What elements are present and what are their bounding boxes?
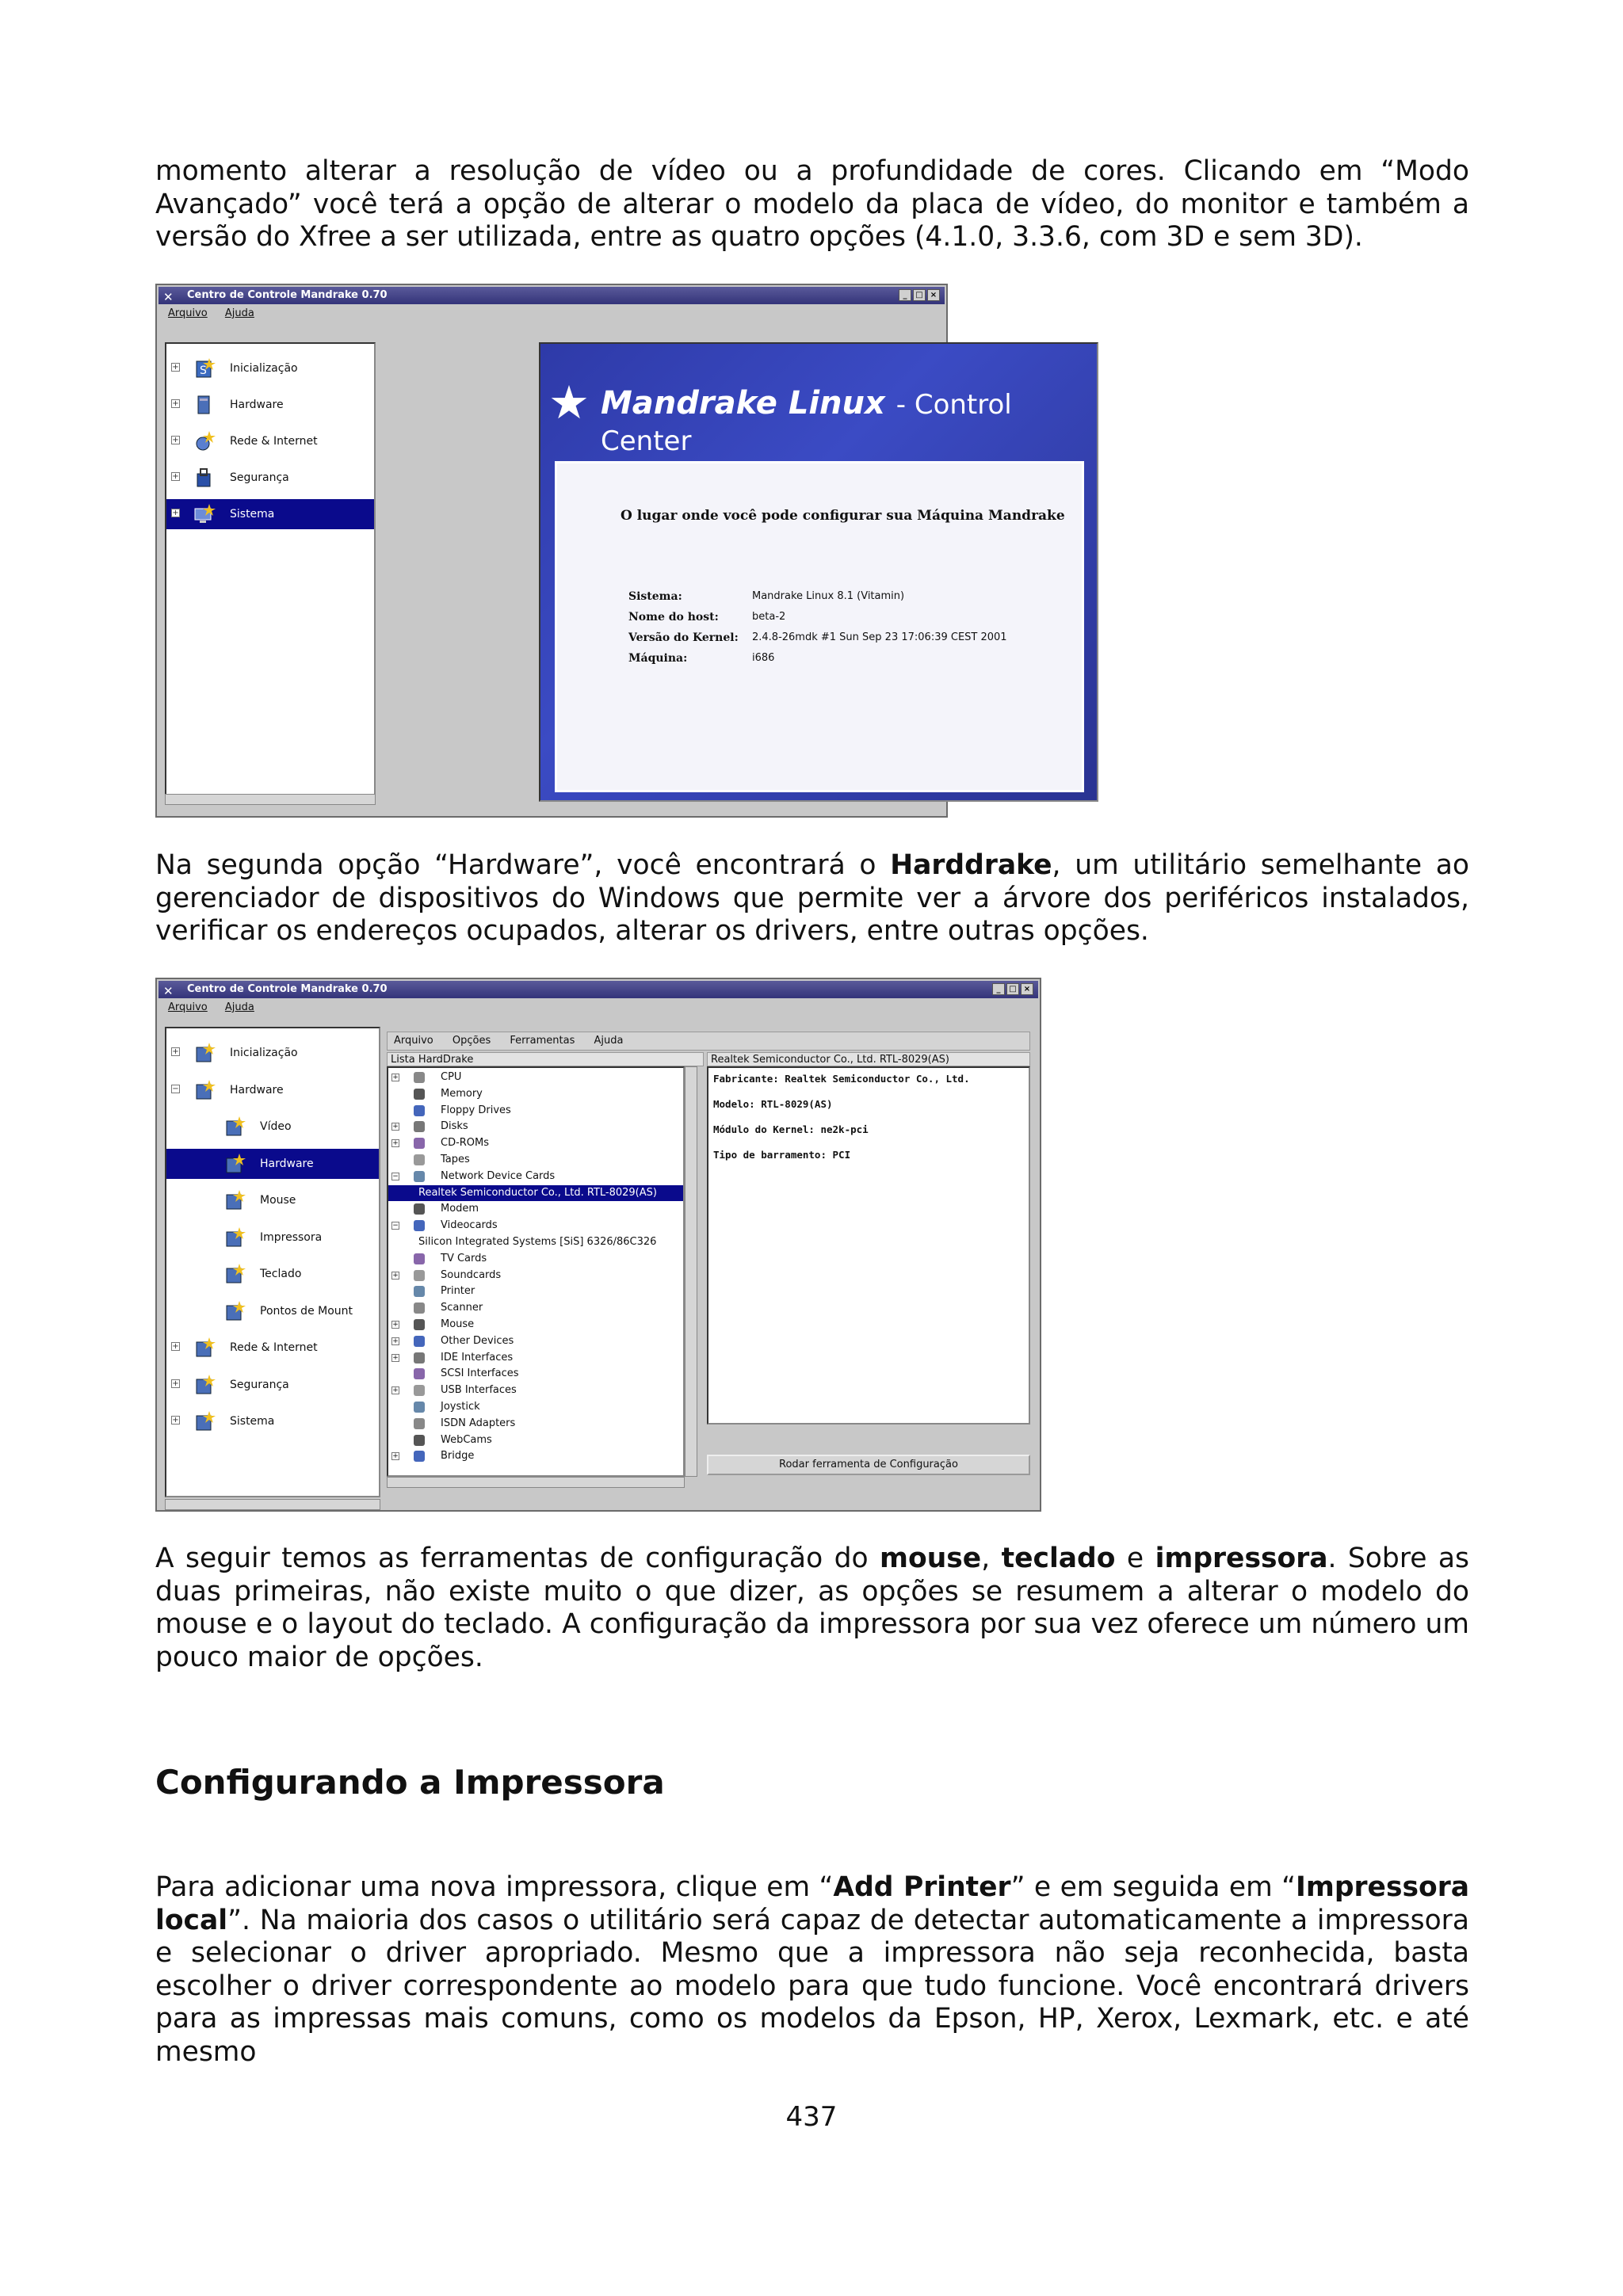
category-icon (192, 1409, 216, 1433)
tree-item-label: Rede & Internet (230, 1341, 318, 1354)
mandrake-star-icon: ★ (548, 376, 590, 429)
menu-ferramentas[interactable]: Ferramentas (510, 1035, 575, 1047)
hardware-category-row[interactable] (388, 1300, 683, 1317)
menu-ajuda[interactable]: Ajuda (594, 1035, 624, 1047)
svg-text:S: S (200, 364, 207, 377)
tree-item-sistema[interactable]: + Sistema (166, 499, 374, 529)
detail-fabricante: Fabricante: Realtek Semiconductor Co., Ltd. (713, 1073, 970, 1085)
menu-arquivo[interactable]: Arquivo (394, 1035, 433, 1047)
x-logo-icon: ✕ (163, 290, 174, 304)
hardware-category-row[interactable] (388, 1169, 683, 1185)
close-icon[interactable]: × (927, 289, 940, 301)
menu-ajuda[interactable]: Ajuda (224, 1001, 254, 1013)
device-icon (414, 1385, 425, 1396)
tree-item-label: Impressora (260, 1230, 323, 1244)
tree-item-impressora[interactable] (166, 1222, 379, 1253)
device-icon (414, 1336, 425, 1347)
window-titlebar (158, 287, 945, 304)
expand-icon[interactable]: − (172, 1084, 179, 1093)
device-icon (414, 1352, 425, 1363)
vertical-scrollbar[interactable] (685, 1066, 697, 1477)
tree-item-sistema[interactable] (166, 1406, 379, 1436)
category-icon (222, 1226, 246, 1249)
expand-icon[interactable]: + (392, 1074, 399, 1081)
category-tree (165, 1027, 380, 1497)
hardware-category-row[interactable] (388, 1350, 683, 1367)
horizontal-scrollbar[interactable] (387, 1477, 685, 1488)
device-icon (414, 1072, 425, 1083)
hardware-row-label: WebCams (441, 1433, 492, 1446)
expand-icon[interactable]: + (172, 1379, 179, 1388)
expand-icon[interactable]: + (172, 509, 179, 517)
device-icon (414, 1418, 425, 1429)
menu-arquivo[interactable]: Arquivo (168, 307, 208, 319)
category-icon (222, 1299, 246, 1323)
hardware-row-label: Disks (441, 1120, 468, 1133)
screenshot-control-center (155, 284, 1065, 818)
paragraph-4: Para adicionar uma nova impressora, clique em “Add Printer” e em seguida em “Impressora local”. Na maioria dos casos o utilitário será capaz de detectar automaticamente a impressora e selecionar o driver apropriado. Mesmo que a impressora não seja reconhecida, basta escolher o driver correspondente ao modelo para que tudo funcione. Você encontrará drivers para as impressas mais comuns, como os modelos da Epson, HP, Xerox, Lexmark, etc. e até mesmo (155, 1871, 1470, 2068)
hardware-row-label: Modem (441, 1203, 479, 1215)
device-details (707, 1066, 1030, 1425)
device-icon (414, 1319, 425, 1330)
menu-ajuda[interactable]: Ajuda (224, 307, 254, 319)
hardware-category-row[interactable] (388, 1383, 683, 1399)
hardware-row-label: IDE Interfaces (441, 1351, 514, 1363)
section-heading: Configurando a Impressora (155, 1763, 665, 1802)
expand-icon[interactable]: + (172, 472, 179, 481)
hardware-category-row[interactable] (388, 1103, 683, 1119)
boot-icon (192, 357, 216, 380)
hardware-category-row[interactable] (388, 1448, 683, 1465)
device-icon (414, 1286, 425, 1297)
hardware-row-label: Printer (441, 1285, 475, 1298)
expand-icon[interactable]: + (392, 1123, 399, 1131)
hardware-category-row[interactable] (388, 1317, 683, 1333)
hardware-category-row[interactable] (388, 1399, 683, 1416)
hardware-device-row[interactable] (388, 1185, 683, 1202)
tree-item-label: Vídeo (260, 1120, 292, 1133)
hardware-row-label: Scanner (441, 1302, 483, 1314)
window-controls (992, 983, 1033, 995)
harddrake-menu-bar (387, 1032, 1030, 1051)
horizontal-scrollbar[interactable] (165, 794, 376, 805)
menu-bar (158, 999, 1038, 1016)
tree-item-label: Hardware (230, 1083, 284, 1097)
banner-suffix: - Control Center (601, 389, 1012, 457)
expand-icon[interactable]: + (172, 1047, 179, 1056)
hardware-row-label: Mouse (441, 1318, 475, 1330)
hardware-category-row[interactable] (388, 1416, 683, 1432)
category-tree (165, 342, 376, 802)
paragraph-2: Na segunda opção “Hardware”, você encontrará o Harddrake, um utilitário semelhante ao gerenciador de dispositivos do Windows que permite ver a árvore dos periféricos instalados, verificar os endereços ocupados, alterar os drivers, entre outras opções. (155, 849, 1469, 947)
expand-icon[interactable]: + (392, 1386, 399, 1395)
expand-icon[interactable]: + (392, 1321, 399, 1329)
device-icon (414, 1121, 425, 1132)
category-icon (192, 1373, 216, 1397)
tree-item-hardware-sub[interactable] (166, 1149, 379, 1179)
hardware-category-row[interactable] (388, 1070, 683, 1086)
expand-icon[interactable]: + (392, 1139, 399, 1148)
hardware-category-row[interactable] (388, 1432, 683, 1449)
category-icon (222, 1152, 246, 1176)
hardware-row-label: Network Device Cards (441, 1169, 556, 1182)
tree-item-inicializacao[interactable]: + S Inicialização (166, 353, 374, 383)
hardware-category-row[interactable] (388, 1201, 683, 1218)
tree-item-label: Hardware (260, 1157, 314, 1170)
expand-icon[interactable]: − (392, 1222, 399, 1230)
hardware-row-label: Realtek Semiconductor Co., Ltd. RTL-8029(AS) (418, 1186, 657, 1199)
expand-icon[interactable]: + (392, 1271, 399, 1280)
category-icon (192, 1336, 216, 1360)
maximize-icon[interactable]: □ (1006, 983, 1019, 995)
device-icon (414, 1138, 425, 1149)
hardware-category-row[interactable] (388, 1218, 683, 1234)
window-title: Centro de Controle Mandrake 0.70 (187, 983, 388, 995)
expand-icon[interactable]: + (172, 436, 179, 444)
tree-item-label: Inicialização (230, 1047, 298, 1059)
tree-item-inicializacao[interactable] (166, 1038, 379, 1068)
hardware-category-row[interactable] (388, 1333, 683, 1350)
hardware-row-label: Silicon Integrated Systems [SiS] 6326/86C326 (418, 1236, 657, 1248)
category-icon (192, 1078, 216, 1102)
device-icon (414, 1368, 425, 1379)
hardware-category-row[interactable] (388, 1086, 683, 1103)
detail-barramento: Tipo de barramento: PCI (713, 1149, 851, 1161)
welcome-panel (539, 342, 1098, 802)
tree-item-pontos-de-mount[interactable] (166, 1296, 379, 1326)
lock-icon (192, 466, 216, 490)
screenshot-harddrake (155, 978, 1041, 1512)
hardware-category-row[interactable] (388, 1283, 683, 1300)
tree-item-label: Mouse (260, 1194, 296, 1207)
menu-bar (158, 305, 945, 322)
device-icon (414, 1105, 425, 1116)
hardware-device-row[interactable] (388, 1234, 683, 1251)
device-icon (414, 1253, 425, 1264)
tree-item-teclado[interactable] (166, 1259, 379, 1289)
window-titlebar (158, 981, 1038, 998)
tree-item-label: Teclado (260, 1268, 302, 1280)
hardware-list (387, 1066, 685, 1477)
hardware-row-label: USB Interfaces (441, 1384, 517, 1397)
category-icon (192, 1041, 216, 1065)
close-icon[interactable]: × (1021, 983, 1033, 995)
hardware-row-label: CPU (441, 1071, 462, 1083)
info-card: O lugar onde você pode configurar sua Máquina Mandrake Sistema: Mandrake Linux 8.1 (Vitamin) Nome do host: beta-2 Versão do Kernel: 2.4.8-26mdk #1 Sun Sep 23 17:06:39 CEST 2001 Máquina: i686 (555, 461, 1084, 792)
device-icon (414, 1435, 425, 1446)
paragraph-1-line-3: versão do Xfree a ser utilizada, entre as quatro opções (4.1.0, 3.3.6, com 3D e sem 3D). (155, 221, 1363, 253)
category-icon (222, 1262, 246, 1286)
expand-icon[interactable]: + (392, 1337, 399, 1345)
tree-item-label: Segurança (230, 1378, 289, 1391)
tree-item-mouse[interactable] (166, 1185, 379, 1215)
hardware-category-row[interactable] (388, 1152, 683, 1169)
hardware-row-label: ISDN Adapters (441, 1417, 516, 1429)
hardware-category-row[interactable] (388, 1135, 683, 1152)
hardware-row-label: Tapes (441, 1154, 470, 1165)
detail-modulo: Módulo do Kernel: ne2k-pci (713, 1123, 869, 1135)
category-icon (222, 1188, 246, 1212)
device-icon (414, 1302, 425, 1314)
monitor-icon (192, 502, 216, 526)
banner-title (601, 385, 1097, 458)
computer-icon (192, 393, 216, 417)
device-icon (414, 1089, 425, 1100)
expand-icon[interactable]: + (392, 1353, 399, 1362)
device-icon (414, 1451, 425, 1462)
banner-brand: Mandrake Linux (601, 385, 885, 421)
hardware-row-label: Floppy Drives (441, 1104, 511, 1116)
hardware-category-row[interactable] (388, 1268, 683, 1284)
hardware-row-label: TV Cards (441, 1252, 487, 1264)
hardware-row-label: CD-ROMs (441, 1137, 490, 1150)
hardware-row-label: Memory (441, 1087, 483, 1100)
tree-item-video[interactable] (166, 1112, 379, 1142)
device-icon (414, 1270, 425, 1281)
maximize-icon[interactable]: □ (913, 289, 926, 301)
device-icon (414, 1154, 425, 1165)
expand-icon[interactable]: + (172, 1416, 179, 1425)
category-icon (222, 1115, 246, 1138)
paragraph-1-line-1: momento alterar a resolução de vídeo ou a profundidade de cores. Clicando em “Modo (155, 155, 1469, 187)
tree-item-seguranca[interactable]: + Segurança (166, 463, 374, 493)
menu-opcoes[interactable]: Opções (452, 1035, 491, 1047)
x-logo-icon: ✕ (163, 984, 174, 998)
tree-item-label: Pontos de Mount (260, 1304, 353, 1318)
hardware-category-row[interactable] (388, 1251, 683, 1268)
tree-item-rede-internet[interactable] (166, 1333, 379, 1363)
tree-item-hardware[interactable]: + Hardware (166, 390, 374, 420)
minimize-icon[interactable]: _ (992, 983, 1005, 995)
device-icon (414, 1203, 425, 1215)
paragraph-3: A seguir temos as ferramentas de configuração do mouse, teclado e impressora. Sobre as duas primeiras, não existe muito o que dizer, as opções se resumem a alterar o modelo do mouse e o layout do teclado. A configuração da impressora por sua vez oferece um número um pouco maior de opções. (155, 1543, 1470, 1673)
list-header: Lista HardDrake (387, 1052, 704, 1066)
hardware-row-label: Soundcards (441, 1268, 502, 1281)
hardware-category-row[interactable] (388, 1366, 683, 1383)
menu-arquivo[interactable]: Arquivo (168, 1001, 208, 1013)
expand-icon[interactable]: + (392, 1452, 399, 1461)
network-icon (192, 429, 216, 453)
expand-icon[interactable]: + (172, 1342, 179, 1351)
device-icon (414, 1220, 425, 1231)
hardware-row-label: Other Devices (441, 1334, 514, 1347)
expand-icon[interactable]: + (172, 399, 179, 408)
run-config-tool-button[interactable]: Rodar ferramenta de Configuração (707, 1455, 1030, 1475)
minimize-icon[interactable]: _ (899, 289, 911, 301)
hardware-row-label: Videocards (441, 1219, 498, 1232)
expand-icon[interactable]: + (172, 363, 179, 372)
window-controls (899, 289, 940, 301)
hardware-row-label: Bridge (441, 1450, 475, 1463)
paragraph-1-line-2: Avançado” você terá a opção de alterar o modelo da placa de vídeo, do monitor e também a (155, 188, 1469, 220)
detail-header: Realtek Semiconductor Co., Ltd. RTL-8029(AS) (707, 1052, 1030, 1066)
device-icon (414, 1171, 425, 1182)
window-title: Centro de Controle Mandrake 0.70 (187, 289, 388, 301)
detail-modelo: Modelo: RTL-8029(AS) (713, 1098, 833, 1110)
tree-horizontal-scrollbar[interactable] (165, 1499, 380, 1510)
card-heading: O lugar onde você pode configurar sua Máquina Mandrake (621, 508, 1065, 524)
hardware-row-label: SCSI Interfaces (441, 1367, 519, 1380)
expand-icon[interactable]: − (392, 1172, 399, 1180)
page-number: 437 (785, 2101, 838, 2133)
tree-item-seguranca[interactable] (166, 1370, 379, 1400)
hardware-category-row[interactable] (388, 1119, 683, 1135)
tree-item-label: Sistema (230, 1415, 275, 1428)
hardware-row-label: Joystick (441, 1401, 480, 1413)
tree-item-rede-internet[interactable]: + Rede & Internet (166, 426, 374, 456)
device-icon (414, 1402, 425, 1413)
tree-item-hardware[interactable] (166, 1075, 379, 1105)
